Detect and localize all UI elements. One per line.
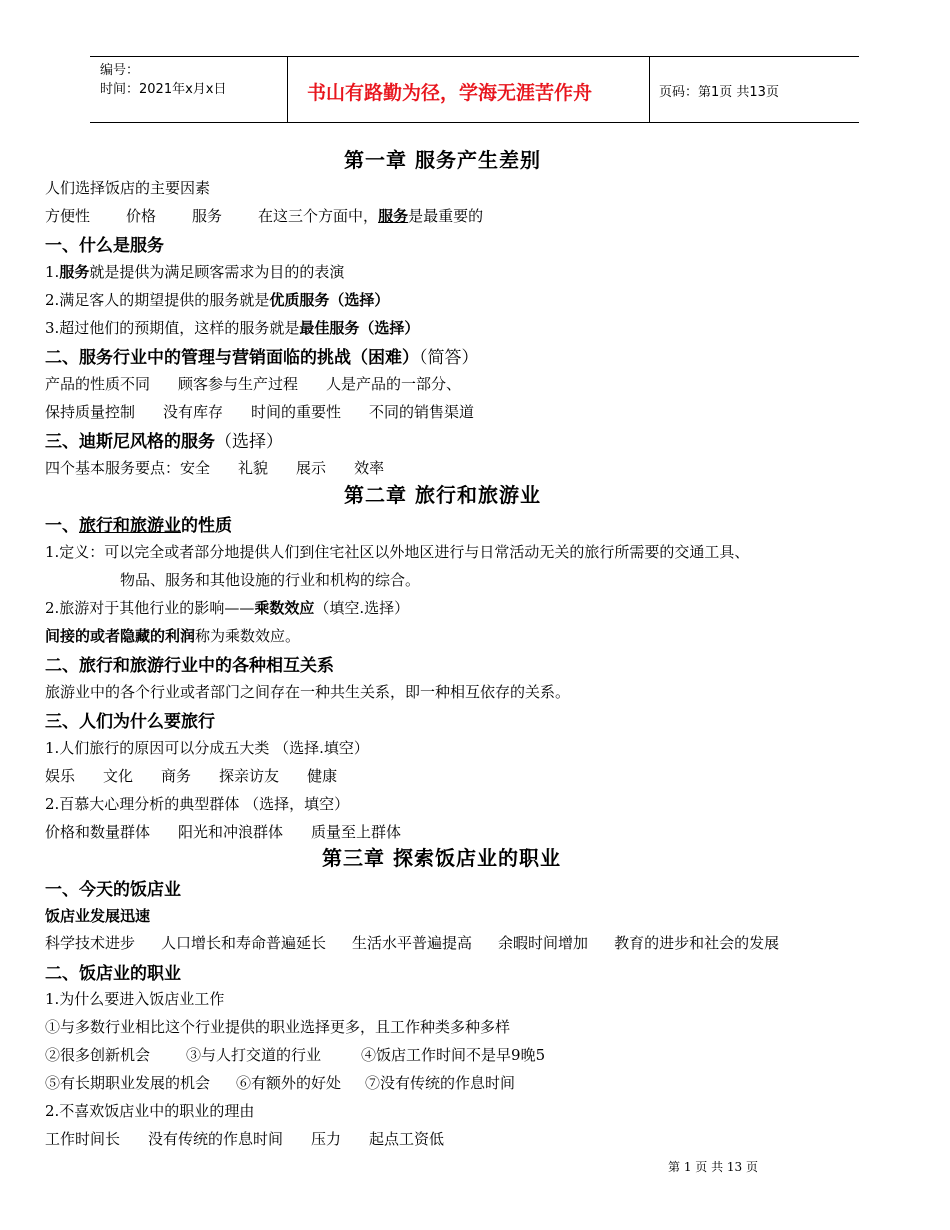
- item-term: 优质服务（选择）: [269, 291, 390, 309]
- list-item: 文化: [103, 767, 134, 785]
- list-item: 娱乐: [45, 767, 76, 785]
- ch1-s1-item-1: [45, 261, 344, 282]
- list-item: 科学技术进步: [45, 934, 136, 952]
- ch2-definition-line-1: 1.定义：可以完全或者部分地提供人们到住宅社区以外地区进行与日常活动无关的旅行所需要的交通工具、: [45, 543, 750, 561]
- list-item: 保持质量控制: [45, 403, 136, 421]
- list-item: 礼貌: [238, 459, 269, 477]
- list-item: 工作时间长: [45, 1130, 121, 1148]
- ch3-s1-items: [45, 932, 779, 953]
- list-item: 人口增长和寿命普遍延长: [161, 934, 327, 952]
- list-item: 健康: [307, 767, 338, 785]
- ch2-s1-item-3: [45, 625, 300, 646]
- chapter-2-title: 第二章 旅行和旅游业: [344, 483, 541, 507]
- list-item: 质量至上群体: [311, 823, 402, 841]
- factor-item: 方便性: [45, 207, 91, 225]
- item-term: 最佳服务（选择）: [299, 319, 420, 337]
- ch1-section-1-title: 一、什么是服务: [45, 236, 164, 256]
- ch2-s1-item-2: [45, 597, 409, 618]
- list-item: 价格和数量群体: [45, 823, 151, 841]
- ch1-s1-item-3: [45, 317, 419, 338]
- list-item: 商务: [161, 767, 192, 785]
- header-date: 时间：2021年x月x日: [100, 82, 227, 97]
- list-item: 起点工资低: [369, 1130, 445, 1148]
- factor-note-end: 是最重要的: [408, 207, 484, 225]
- ch3-s2-reason-row-2: [45, 1044, 545, 1065]
- item-text: 就是提供为满足顾客需求为目的的表演: [89, 263, 345, 281]
- ch1-section-2-title: [45, 343, 479, 368]
- ch2-s3-groups: [45, 821, 401, 842]
- section-title-text: 三、迪斯尼风格的服务: [45, 432, 215, 452]
- list-item: 没有库存: [163, 403, 224, 421]
- factor-note: 在这三个方面中，: [258, 207, 379, 225]
- ch2-s3-reasons: [45, 765, 337, 786]
- ch2-s3-item-1: 1.人们旅行的原因可以分成五大类 （选择.填空）: [45, 739, 369, 757]
- item-term: 服务: [59, 263, 90, 281]
- ch3-s2-reason-row-1: ①与多数行业相比这个行业提供的职业选择更多，且工作种类多种多样: [45, 1018, 511, 1036]
- section-title-note: （选择）: [215, 432, 283, 452]
- header-motto: 书山有路勤为径，学海无涯苦作舟: [307, 82, 593, 104]
- list-item: ⑥有额外的好处: [236, 1074, 342, 1092]
- ch1-section-3-title: [45, 427, 283, 452]
- list-item: ⑤有长期职业发展的机会: [45, 1074, 211, 1092]
- section-title-note: （简答）: [419, 348, 479, 368]
- item-term: 间接的或者隐藏的利润: [45, 627, 196, 645]
- ch3-s2-question-2: 2.不喜欢饭店业中的职业的理由: [45, 1102, 255, 1120]
- list-item: 探亲访友: [219, 767, 280, 785]
- item-text: 2.旅游对于其他行业的影响——: [45, 599, 255, 617]
- section-title-text: 二、服务行业中的管理与营销面临的挑战（困难）: [45, 348, 419, 368]
- header-bottom-rule: [90, 122, 859, 123]
- ch1-factors-line: [45, 205, 483, 226]
- ch1-s2-row-1: [45, 373, 461, 394]
- ch1-s1-item-2: [45, 289, 389, 310]
- ch3-s1-subheading: 饭店业发展迅速: [45, 907, 151, 925]
- ch2-s3-item-2: 2.百慕大心理分析的典型群体 （选择，填空）: [45, 795, 350, 813]
- ch2-section-3-title: 三、人们为什么要旅行: [45, 712, 215, 732]
- list-item: 教育的进步和社会的发展: [614, 934, 780, 952]
- ch2-s2-text: 旅游业中的各个行业或者部门之间存在一种共生关系，即一种相互依存的关系。: [45, 683, 571, 701]
- header-page-info: 页码：第1页 共13页: [659, 85, 779, 100]
- list-item: 顾客参与生产过程: [178, 375, 299, 393]
- ch3-s2-reason-row-3: [45, 1072, 515, 1093]
- list-item: ③与人打交道的行业: [186, 1046, 322, 1064]
- list-item: 安全: [180, 459, 211, 477]
- list-item: ⑦没有传统的作息时间: [365, 1074, 516, 1092]
- list-item: ④饭店工作时间不是早9晚5: [361, 1046, 546, 1064]
- header-divider-left: [287, 56, 288, 123]
- ch3-section-1-title: 一、今天的饭店业: [45, 880, 181, 900]
- item-text: 3.超过他们的预期值，这样的服务就是: [45, 319, 300, 337]
- ch3-section-2-title: 二、饭店业的职业: [45, 964, 181, 984]
- list-label: 四个基本服务要点：: [45, 459, 181, 477]
- list-item: 时间的重要性: [251, 403, 342, 421]
- ch2-definition-line-2: 物品、服务和其他设施的行业和机构的综合。: [120, 571, 421, 589]
- section-number: 一、: [45, 516, 79, 536]
- list-item: 压力: [311, 1130, 342, 1148]
- item-text: 2.满足客人的期望提供的服务就是: [45, 291, 270, 309]
- list-item: 效率: [354, 459, 385, 477]
- ch1-s2-row-2: [45, 401, 474, 422]
- header-code-label: 编号：: [100, 63, 140, 78]
- item-term: 乘数效应: [254, 599, 315, 617]
- header-divider-right: [649, 56, 650, 123]
- section-term: 旅行和旅游业: [79, 516, 181, 536]
- ch1-intro: 人们选择饭店的主要因素: [45, 179, 211, 197]
- list-item: 生活水平普遍提高: [352, 934, 473, 952]
- ch3-s2-dislike-reasons: [45, 1128, 444, 1149]
- factor-item: 价格: [126, 207, 157, 225]
- section-title-text: 的性质: [181, 516, 232, 536]
- list-item: 展示: [296, 459, 327, 477]
- list-item: 人是产品的一部分、: [326, 375, 462, 393]
- page-footer: 第 1 页 共 13 页: [668, 1160, 758, 1174]
- list-item: 余暇时间增加: [498, 934, 589, 952]
- chapter-1-title: 第一章 服务产生差别: [344, 148, 541, 172]
- ch3-s2-question-1: 1.为什么要进入饭店业工作: [45, 990, 225, 1008]
- list-item: 阳光和冲浪群体: [178, 823, 284, 841]
- chapter-3-title: 第三章 探索饭店业的职业: [322, 846, 561, 870]
- ch1-s3-points: [45, 457, 384, 478]
- ch2-section-1-title: [45, 511, 232, 536]
- list-item: ②很多创新机会: [45, 1046, 151, 1064]
- header-top-rule: [90, 56, 859, 57]
- list-item: 产品的性质不同: [45, 375, 151, 393]
- item-number: 1.: [45, 263, 60, 281]
- item-text: 称为乘数效应。: [195, 627, 301, 645]
- factor-note-emphasis: 服务: [378, 207, 409, 225]
- item-note: （填空.选择）: [314, 599, 410, 617]
- list-item: 不同的销售渠道: [369, 403, 475, 421]
- factor-item: 服务: [192, 207, 223, 225]
- ch2-section-2-title: 二、旅行和旅游行业中的各种相互关系: [45, 656, 334, 676]
- list-item: 没有传统的作息时间: [148, 1130, 284, 1148]
